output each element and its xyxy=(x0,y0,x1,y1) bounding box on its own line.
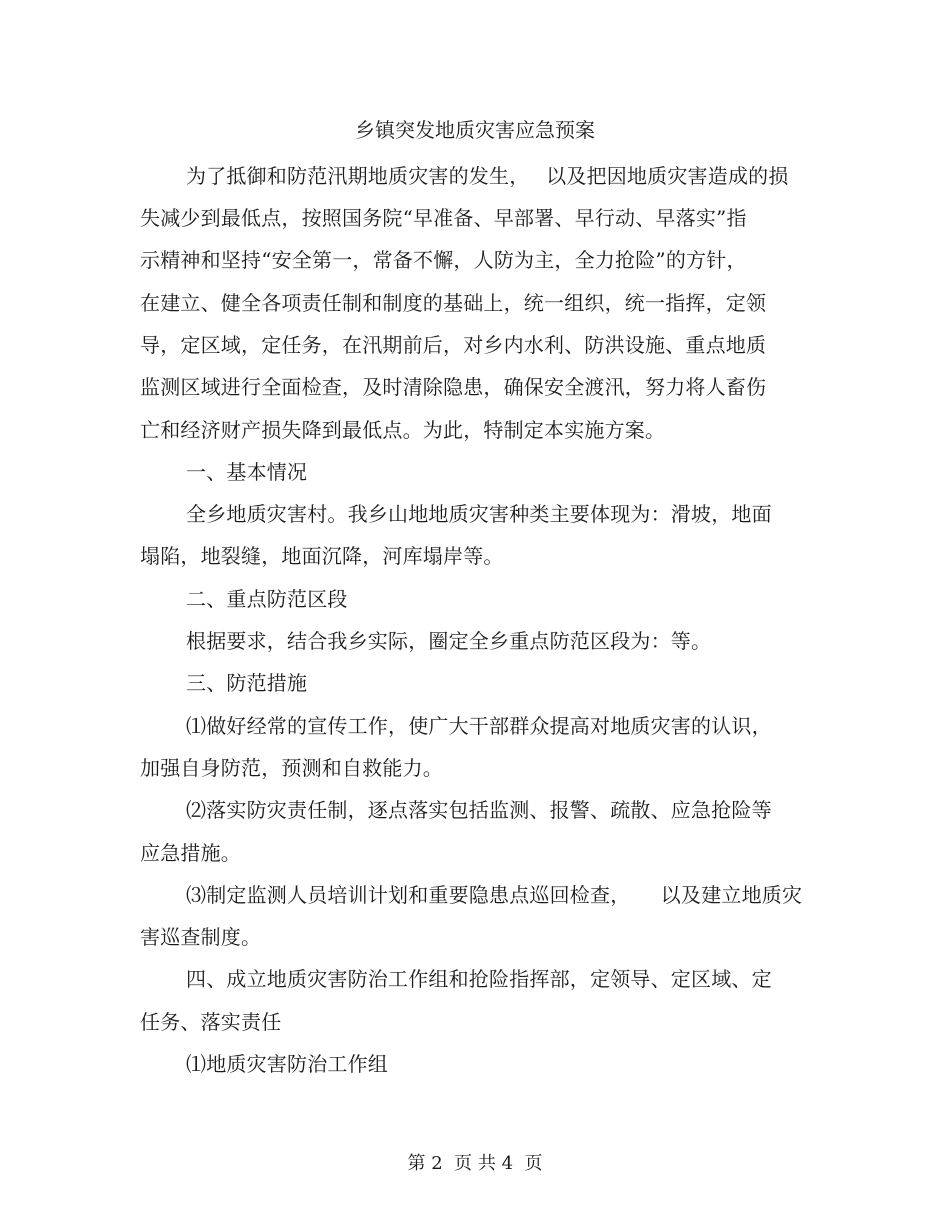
list-item-line: ⑴做好经常的宣传工作，使广大干部群众提高对地质灾害的认识， xyxy=(186,714,772,738)
paragraph-line: 亡和经济财产损失降到最低点。为此，特制定本实施方案。 xyxy=(140,418,666,442)
list-item-line: ⑶制定监测人员培训计划和重要隐患点巡回检查， 以及建立地质灾 xyxy=(186,883,803,907)
list-item-line: ⑵落实防灾责任制，逐点落实包括监测、报警、疏散、应急抢险等 xyxy=(186,798,772,822)
paragraph-line: 监测区域进行全面检查，及时清除隐患，确保安全渡汛，努力将人畜伤 xyxy=(140,375,767,399)
section-heading: 四、成立地质灾害防治工作组和抢险指挥部，定领导、定区域、定 xyxy=(186,967,772,991)
section-heading: 三、防范措施 xyxy=(186,671,308,695)
section-heading: 任务、落实责任 xyxy=(140,1010,282,1034)
paragraph-line: 塌陷，地裂缝，地面沉降，河库塌岸等。 xyxy=(140,544,504,568)
paragraph-line: 示精神和坚持“安全第一，常备不懈，人防为主，全力抢险”的方针， xyxy=(140,248,747,272)
list-item-line: 应急措施。 xyxy=(140,841,241,865)
list-item-line: ⑴地质灾害防治工作组 xyxy=(186,1052,388,1076)
paragraph-line: 为了抵御和防范汛期地质灾害的发生， 以及把因地质灾害造成的损 xyxy=(186,164,789,188)
paragraph-line: 全乡地质灾害村。我乡山地地质灾害种类主要体现为：滑坡，地面 xyxy=(186,502,772,526)
paragraph-line: 导，定区域，定任务，在汛期前后，对乡内水利、防洪设施、重点地质 xyxy=(140,333,767,357)
paragraph-line: 失减少到最低点，按照国务院“早准备、早部署、早行动、早落实”指 xyxy=(140,206,747,230)
list-item-line: 加强自身防范，预测和自救能力。 xyxy=(140,756,443,780)
section-heading: 二、重点防范区段 xyxy=(186,587,348,611)
document-title: 乡镇突发地质灾害应急预案 xyxy=(355,118,595,142)
list-item-line: 害巡查制度。 xyxy=(140,925,262,949)
section-heading: 一、基本情况 xyxy=(186,460,308,484)
paragraph-line: 在建立、健全各项责任制和制度的基础上，统一组织，统一指挥，定领 xyxy=(140,291,767,315)
paragraph-line: 根据要求，结合我乡实际，圈定全乡重点防范区段为：等。 xyxy=(186,629,712,653)
page-number-footer: 第 2 页 共 4 页 xyxy=(407,1153,543,1174)
